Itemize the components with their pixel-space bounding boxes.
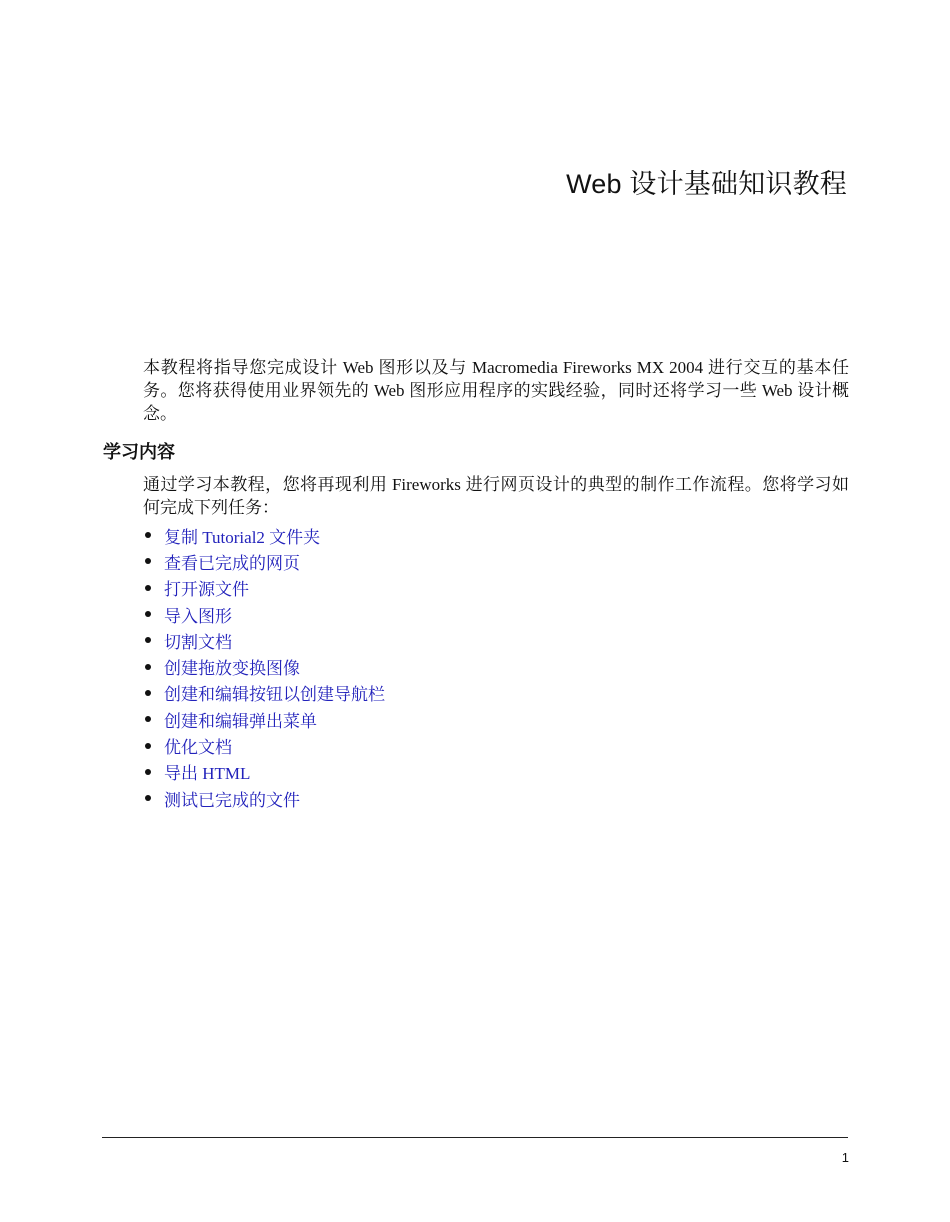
section-lead-paragraph: 通过学习本教程，您将再现利用 Fireworks 进行网页设计的典型的制作工作流程。您将学习如何完成下列任务： xyxy=(143,475,849,517)
list-item xyxy=(143,732,385,758)
page-number: 1 xyxy=(841,1150,849,1165)
task-link-optimize[interactable]: 优化文档 xyxy=(164,738,232,758)
task-link-export-html[interactable]: 导出 HTML xyxy=(164,764,251,784)
list-item xyxy=(143,627,385,653)
bullet-icon xyxy=(145,743,151,749)
bullet-icon xyxy=(145,532,151,538)
list-item xyxy=(143,548,385,574)
list-item xyxy=(143,785,385,811)
bullet-icon xyxy=(145,611,151,617)
bullet-icon xyxy=(145,585,151,591)
list-item xyxy=(143,759,385,785)
list-item xyxy=(143,601,385,627)
bullet-icon xyxy=(145,558,151,564)
list-item xyxy=(143,575,385,601)
footer-divider xyxy=(102,1137,848,1138)
page-title: Web 设计基础知识教程 xyxy=(566,169,847,199)
list-item xyxy=(143,522,385,548)
bullet-icon xyxy=(145,716,151,722)
intro-paragraph: 本教程将指导您完成设计 Web 图形以及与 Macromedia Fireworks MX 2004 进行交互的基本任务。您将获得使用业界领先的 Web 图形应用程序的实践经验，同时还将学习一些 Web 设计概念。 xyxy=(143,358,849,423)
task-link-nav-bar[interactable]: 创建和编辑按钮以创建导航栏 xyxy=(164,685,385,705)
task-link-open-source[interactable]: 打开源文件 xyxy=(164,580,249,600)
task-link-import-graphics[interactable]: 导入图形 xyxy=(164,606,232,626)
task-link-rollover[interactable]: 创建拖放变换图像 xyxy=(164,659,300,679)
bullet-icon xyxy=(145,690,151,696)
bullet-icon xyxy=(145,664,151,670)
bullet-icon xyxy=(145,769,151,775)
section-heading: 学习内容 xyxy=(103,442,175,462)
task-link-test-files[interactable]: 测试已完成的文件 xyxy=(164,790,300,810)
task-list xyxy=(143,522,385,811)
bullet-icon xyxy=(145,637,151,643)
list-item xyxy=(143,706,385,732)
bullet-icon xyxy=(145,795,151,801)
task-link-copy-folder[interactable]: 复制 Tutorial2 文件夹 xyxy=(164,527,321,547)
list-item xyxy=(143,653,385,679)
task-link-view-page[interactable]: 查看已完成的网页 xyxy=(164,553,300,573)
task-link-slice-document[interactable]: 切割文档 xyxy=(164,632,232,652)
task-link-popup-menu[interactable]: 创建和编辑弹出菜单 xyxy=(164,711,317,731)
list-item xyxy=(143,680,385,706)
